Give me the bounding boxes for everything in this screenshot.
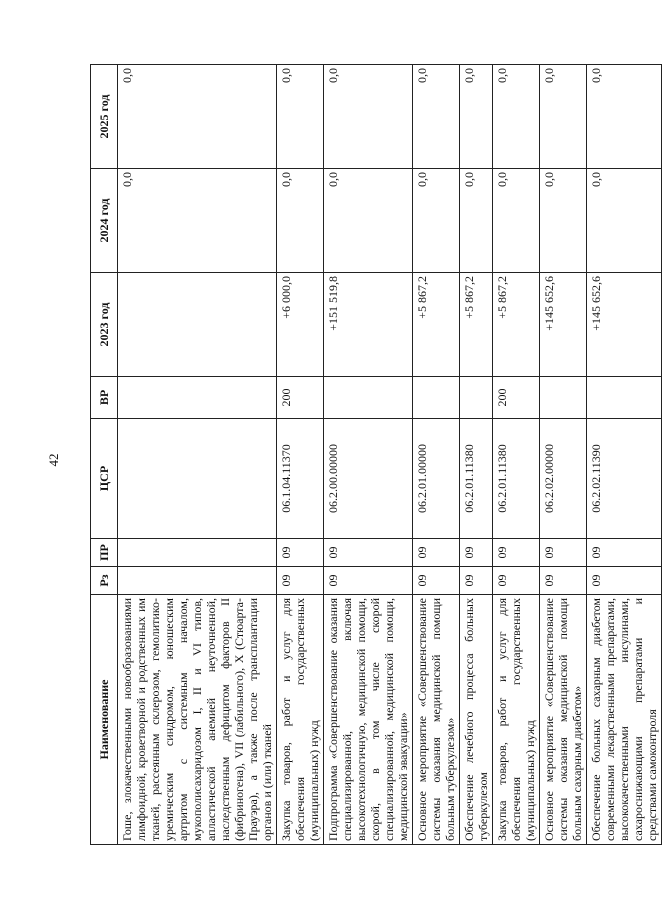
cell-2023: +145 652,6 [540, 273, 587, 377]
cell-vr [324, 377, 413, 419]
table-row [277, 65, 324, 845]
cell-vr [540, 377, 587, 419]
header-2023: 2023 год [91, 273, 118, 377]
cell-rz: 09 [324, 567, 413, 595]
cell-2024: 0,0 [413, 169, 460, 273]
cell-pr [118, 539, 277, 567]
cell-rz [118, 567, 277, 595]
cell-csr: 06.2.02.11390 [587, 419, 662, 539]
table-row [587, 65, 662, 845]
cell-name: Обеспечение больных сахарным диабетом современными лекарственными препаратами, высококачественными инсулинами, сахароснижающими препаратами и средствами самоконтроля [587, 595, 662, 845]
cell-vr [118, 377, 277, 419]
cell-2023: +5 867,2 [413, 273, 460, 377]
table-row [413, 65, 460, 845]
table-row [540, 65, 587, 845]
cell-2023: +6 000,0 [277, 273, 324, 377]
cell-2023: +5 867,2 [460, 273, 493, 377]
cell-2024: 0,0 [587, 169, 662, 273]
cell-rz: 09 [277, 567, 324, 595]
cell-name: Основное мероприятие «Совершенствование системы оказания медицинской помощи больным туберкулезом» [413, 595, 460, 845]
cell-rz: 09 [587, 567, 662, 595]
cell-2025: 0,0 [277, 65, 324, 169]
table-row [493, 65, 540, 845]
cell-2025: 0,0 [118, 65, 277, 169]
cell-pr: 09 [493, 539, 540, 567]
cell-2025: 0,0 [540, 65, 587, 169]
cell-2025: 0,0 [413, 65, 460, 169]
cell-csr: 06.2.01.11380 [460, 419, 493, 539]
header-pr: ПР [91, 539, 118, 567]
cell-name: Обеспечение лечебного процесса больных туберкулезом [460, 595, 493, 845]
cell-pr: 09 [413, 539, 460, 567]
cell-vr: 200 [493, 377, 540, 419]
cell-vr [413, 377, 460, 419]
cell-2024: 0,0 [324, 169, 413, 273]
header-rz: Рз [91, 567, 118, 595]
cell-csr: 06.2.01.11380 [493, 419, 540, 539]
table-body [118, 65, 662, 845]
budget-table [90, 64, 662, 845]
cell-2024: 0,0 [493, 169, 540, 273]
table-row [324, 65, 413, 845]
cell-name: Гоше, злокачественными новообразованиями лимфоидной, кроветворной и родственных им тканей, рассеянным склерозом, гемолитико-уремическим синдромом, юношеским артритом с системным началом, мукополисахаридозом I, II и VI типов, апластической анемией неуточненной, наследственным дефицитом факторов II (фибриногена), VII (лабильного), X (Стюарта-Прауэра), а также после трансплантации органов и (или) тканей [118, 595, 277, 845]
cell-name: Закупка товаров, работ и услуг для обеспечения государственных (муниципальных) нужд [493, 595, 540, 845]
cell-name: Закупка товаров, работ и услуг для обеспечения государственных (муниципальных) нужд [277, 595, 324, 845]
cell-2025: 0,0 [324, 65, 413, 169]
cell-csr: 06.2.02.00000 [540, 419, 587, 539]
table-row [460, 65, 493, 845]
cell-2023: +145 652,6 [587, 273, 662, 377]
cell-pr: 09 [587, 539, 662, 567]
cell-rz: 09 [460, 567, 493, 595]
cell-2025: 0,0 [493, 65, 540, 169]
cell-rz: 09 [540, 567, 587, 595]
header-2024: 2024 год [91, 169, 118, 273]
cell-rz: 09 [493, 567, 540, 595]
cell-vr [460, 377, 493, 419]
header-name: Наименование [91, 595, 118, 845]
header-vr: ВР [91, 377, 118, 419]
cell-rz: 09 [413, 567, 460, 595]
header-csr: ЦСР [91, 419, 118, 539]
cell-name: Подпрограмма «Совершенствование оказания специализированной, включая высокотехнологичную, медицинской помощи, скорой, в том числе скорой специализированной, медицинской помощи, медицинской эвакуации» [324, 595, 413, 845]
cell-vr: 200 [277, 377, 324, 419]
table-container [90, 65, 659, 845]
cell-2023 [118, 273, 277, 377]
cell-pr: 09 [324, 539, 413, 567]
table-header [91, 65, 118, 845]
page-number: 42 [46, 453, 61, 467]
header-row [91, 65, 118, 845]
cell-2023: +5 867,2 [493, 273, 540, 377]
cell-2024: 0,0 [540, 169, 587, 273]
cell-pr: 09 [540, 539, 587, 567]
cell-vr [587, 377, 662, 419]
cell-2024: 0,0 [118, 169, 277, 273]
cell-csr [118, 419, 277, 539]
cell-csr: 06.2.00.00000 [324, 419, 413, 539]
cell-csr: 06.1.04.11370 [277, 419, 324, 539]
cell-2024: 0,0 [277, 169, 324, 273]
table-row [118, 65, 277, 845]
cell-2024: 0,0 [460, 169, 493, 273]
cell-2023: +151 519,8 [324, 273, 413, 377]
header-2025: 2025 год [91, 65, 118, 169]
cell-pr: 09 [460, 539, 493, 567]
cell-pr: 09 [277, 539, 324, 567]
cell-2025: 0,0 [460, 65, 493, 169]
cell-name: Основное мероприятие «Совершенствование системы оказания медицинской помощи больным сахарным диабетом» [540, 595, 587, 845]
cell-2025: 0,0 [587, 65, 662, 169]
cell-csr: 06.2.01.00000 [413, 419, 460, 539]
